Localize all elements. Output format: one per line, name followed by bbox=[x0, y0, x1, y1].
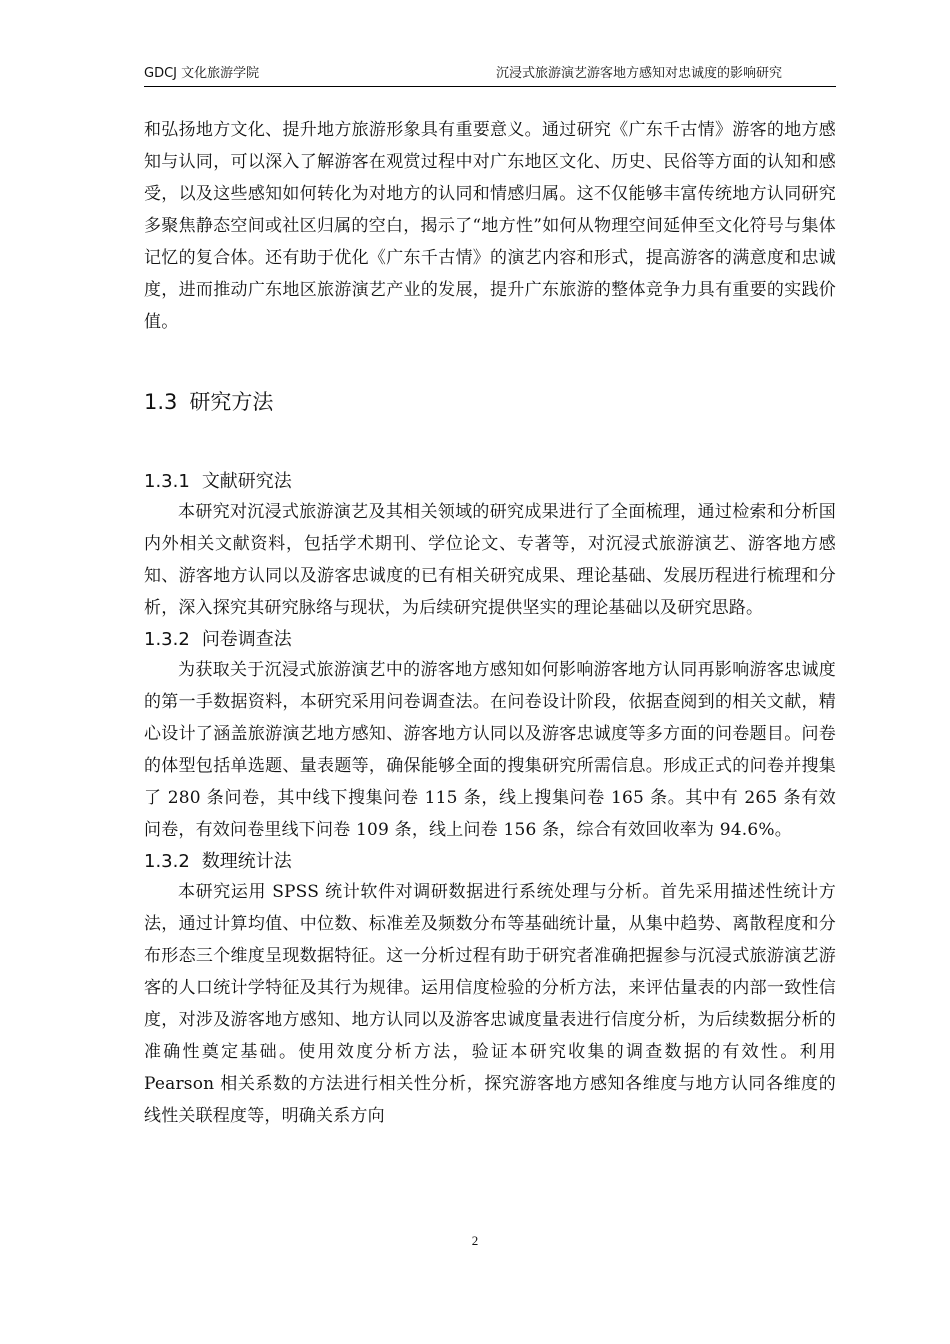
subsection-paragraph-3: 本研究运用 SPSS 统计软件对调研数据进行系统处理与分析。首先采用描述性统计方法，通过计算均值、中位数、标准差及频数分布等基础统计量，从集中趋势、离散程度和分布形态三个维度呈现数据特征。这一分析过程有助于研究者准确把握参与沉浸式旅游演艺游客的人口统计学特征及其行为规律。运用信度检验的分析方法，来评估量表的内部一致性信度，对涉及游客地方感知、地方认同以及游客忠诚度量表进行信度分析，为后续数据分析的准确性奠定基础。使用效度分析方法，验证本研究收集的调查数据的有效性。利用 Pearson 相关系数的方法进行相关性分析，探究游客地方感知各维度与地方认同各维度的线性关联程度等，明确关系方向 bbox=[144, 882, 836, 1126]
intro-paragraph: 和弘扬地方文化、提升地方旅游形象具有重要意义。通过研究《广东千古情》游客的地方感知与认同，可以深入了解游客在观赏过程中对广东地区文化、历史、民俗等方面的认知和感受，以及这些感知如何转化为对地方的认同和情感归属。这不仅能够丰富传统地方认同研究多聚焦静态空间或社区归属的空白，揭示了“地方性”如何从物理空间延伸至文化符号与集体记忆的复合体。还有助于优化《广东千古情》的演艺内容和形式，提高游客的满意度和忠诚度，进而推动广东地区旅游演艺产业的发展，提升广东旅游的整体竞争力具有重要的实践价值。 bbox=[144, 120, 836, 332]
subsection-heading-1 bbox=[144, 468, 836, 496]
section-heading bbox=[144, 388, 836, 416]
subsection-number: 1.3.1 bbox=[144, 471, 190, 492]
subsection-paragraph-2: 为获取关于沉浸式旅游演艺中的游客地方感知如何影响游客地方认同再影响游客忠诚度的第一手数据资料，本研究采用问卷调查法。在问卷设计阶段，依据查阅到的相关文献，精心设计了涵盖旅游演艺地方感知、游客地方认同以及游客忠诚度等多方面的问卷题目。问卷的体型包括单选题、量表题等，确保能够全面的搜集研究所需信息。形成正式的问卷并搜集了 280 条问卷，其中线下搜集问卷 115 条，线上搜集问卷 165 条。其中有 265 条有效问卷，有效问卷里线下问卷 109 条，线上问卷 156 条，综合有效回收率为 94.6%。 bbox=[144, 660, 836, 840]
subsection-title: 数理统计法 bbox=[201, 851, 292, 872]
subsection-heading-2 bbox=[144, 626, 836, 654]
page-body bbox=[144, 114, 836, 1132]
page-number: 2 bbox=[471, 1233, 479, 1248]
section-title: 研究方法 bbox=[189, 390, 274, 414]
subsection-title: 文献研究法 bbox=[201, 471, 292, 492]
subsection-heading-3 bbox=[144, 848, 836, 876]
subsection-title: 问卷调查法 bbox=[201, 629, 292, 650]
subsection-number: 1.3.2 bbox=[144, 629, 190, 650]
subsection-paragraph-1: 本研究对沉浸式旅游演艺及其相关领域的研究成果进行了全面梳理，通过检索和分析国内外相关文献资料，包括学术期刊、学位论文、专著等，对沉浸式旅游演艺、游客地方感知、游客地方认同以及游客忠诚度的已有相关研究成果、理论基础、发展历程进行梳理和分析，深入探究其研究脉络与现状，为后续研究提供坚实的理论基础以及研究思路。 bbox=[144, 502, 836, 618]
header-thesis-title: 沉浸式旅游演艺游客地方感知对忠诚度的影响研究 bbox=[495, 66, 782, 81]
page-header bbox=[144, 64, 836, 87]
header-institution: GDCJ 文化旅游学院 bbox=[144, 66, 260, 81]
section-number: 1.3 bbox=[144, 390, 178, 414]
subsection-number: 1.3.2 bbox=[144, 851, 190, 872]
